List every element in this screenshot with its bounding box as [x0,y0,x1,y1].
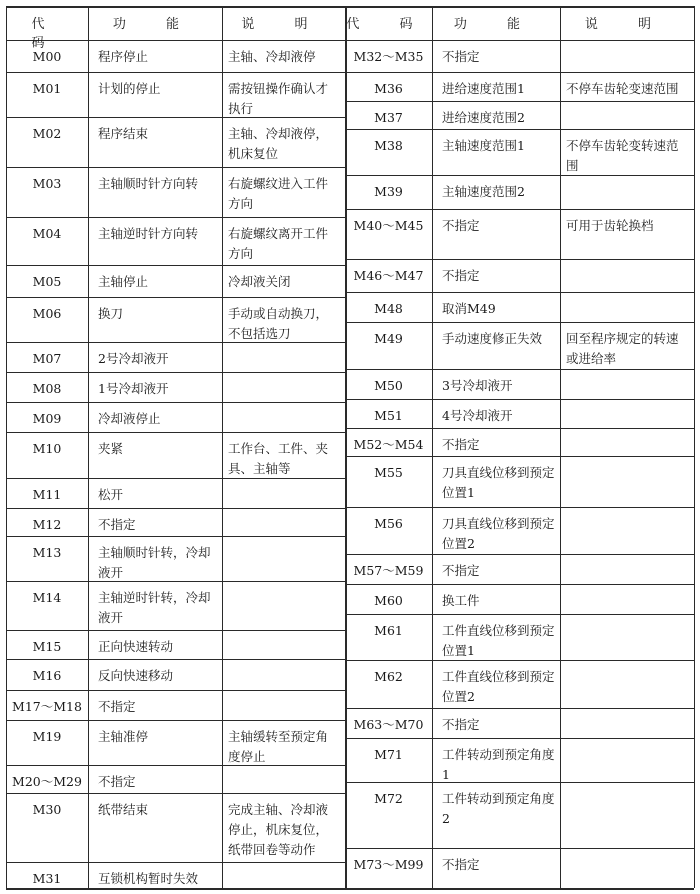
description-cell: 不停车齿轮变速范围 [566,81,679,96]
row-rule [345,782,694,783]
code-cell: M04 [32,226,62,241]
code-cell: M12 [32,517,62,532]
row-rule [6,72,345,73]
function-cell: 1号冷却液开 [98,381,169,396]
code-cell: M36 [374,81,403,96]
row-rule [6,581,345,582]
row-rule [345,738,694,739]
function-cell: 不指定 [98,517,136,532]
row-rule [345,399,694,400]
description-cell: 工作台、工件、夹具、主轴等 [228,441,329,476]
code-cell: M49 [374,331,403,346]
row-rule [6,297,345,298]
row-rule [6,342,345,343]
code-cell: M46～M47 [353,268,424,283]
code-cell: M56 [374,516,403,531]
code-cell: M37 [374,110,403,125]
code-cell: M51 [374,408,403,423]
row-rule [345,175,694,176]
description-cell: 不停车齿轮变转速范围 [566,138,679,173]
row-rule [345,72,694,73]
function-cell: 换工件 [442,593,480,608]
function-cell: 工件直线位移到预定位置2 [442,669,555,704]
row-rule [345,848,694,849]
function-cell: 主轴顺时针转，冷却液开 [98,545,211,580]
function-cell: 不指定 [442,563,480,578]
row-rule [6,536,345,537]
row-rule [6,217,345,218]
row-rule [345,101,694,102]
code-cell: M01 [32,81,62,96]
code-cell: M55 [374,465,403,480]
row-rule [345,614,694,615]
function-cell: 不指定 [442,717,480,732]
code-cell: M63～M70 [353,717,424,732]
code-cell: M13 [32,545,62,560]
function-cell: 夹紧 [98,441,124,456]
row-rule [6,40,694,41]
code-cell: M48 [374,301,403,316]
row-rule [345,428,694,429]
row-rule [6,659,345,660]
description-cell: 主轴、冷却液停，机床复位 [228,126,329,161]
row-rule [6,862,345,863]
function-cell: 正向快速转动 [98,639,174,654]
function-cell: 不指定 [442,268,480,283]
function-cell: 手动速度修正失效 [442,331,543,346]
code-cell: M09 [32,411,62,426]
code-cell: M62 [374,669,403,684]
description-cell: 需按钮操作确认才执行 [228,81,329,116]
column-rule [694,6,695,888]
row-rule [345,259,694,260]
code-cell: M02 [32,126,62,141]
code-cell: M61 [374,623,403,638]
function-cell: 主轴逆时针转，冷却液开 [98,590,211,625]
function-cell: 反向快速移动 [98,668,174,683]
row-rule [6,720,345,721]
code-cell: M72 [374,791,403,806]
function-cell: 主轴速度范围2 [442,184,525,199]
column-header: 功 能 [112,17,198,32]
code-cell: M11 [32,487,62,502]
function-cell: 取消M49 [442,301,496,316]
function-cell: 工件直线位移到预定位置1 [442,623,555,658]
row-rule [345,322,694,323]
description-cell: 冷却液关闭 [228,274,291,289]
function-cell: 不指定 [442,218,480,233]
function-cell: 程序结束 [98,126,149,141]
function-cell: 2号冷却液开 [98,351,169,366]
code-cell: M40～M45 [353,218,424,233]
row-rule [345,660,694,661]
function-cell: 互锁机构暂时失效 [98,871,199,886]
code-cell: M38 [374,138,403,153]
code-cell: M52～M54 [353,437,424,452]
row-rule [345,456,694,457]
description-cell: 手动或自动换刀，不包括选刀 [228,306,329,341]
row-rule [345,708,694,709]
row-rule [345,369,694,370]
function-cell: 换刀 [98,306,124,321]
function-cell: 3号冷却液开 [442,378,513,393]
row-rule [6,265,345,266]
code-cell: M20～M29 [12,774,82,789]
function-cell: 4号冷却液开 [442,408,513,423]
row-rule [345,209,694,210]
code-cell: M30 [32,802,62,817]
function-cell: 不指定 [98,774,136,789]
function-cell: 刀具直线位移到预定位置1 [442,465,555,500]
row-rule [6,432,345,433]
code-cell: M10 [32,441,62,456]
code-cell: M03 [32,176,62,191]
column-header: 说 明 [584,17,670,32]
function-cell: 冷却液停止 [98,411,161,426]
row-rule [6,478,345,479]
description-cell: 主轴缓转至预定角度停止 [228,729,329,764]
function-cell: 进给速度范围2 [442,110,525,125]
row-rule [6,402,345,403]
row-rule [6,167,345,168]
column-header: 代 码 [31,17,63,51]
row-rule [6,508,345,509]
row-rule [345,554,694,555]
code-cell: M06 [32,306,62,321]
function-cell: 不指定 [442,49,480,64]
code-cell: M08 [32,381,62,396]
code-cell: M17～M18 [12,699,82,714]
code-cell: M60 [374,593,403,608]
function-cell: 主轴准停 [98,729,149,744]
row-rule [6,888,694,890]
code-cell: M31 [32,871,62,886]
function-cell: 主轴逆时针方向转 [98,226,199,241]
column-header: 代 码 [346,17,431,32]
row-rule [6,6,694,8]
function-cell: 不指定 [98,699,136,714]
code-cell: M32～M35 [353,49,424,64]
code-cell: M16 [32,668,62,683]
row-rule [6,690,345,691]
function-cell: 纸带结束 [98,802,149,817]
row-rule [345,507,694,508]
code-cell: M05 [32,274,62,289]
code-cell: M00 [32,49,62,64]
description-cell: 右旋螺纹离开工件方向 [228,226,329,261]
function-cell: 主轴顺时针方向转 [98,176,199,191]
column-header: 说 明 [241,17,326,32]
row-rule [6,793,345,794]
code-cell: M71 [374,747,403,762]
description-cell: 完成主轴、冷却液停止，机床复位，纸带回卷等动作 [228,802,329,857]
description-cell: 主轴、冷却液停 [228,49,316,64]
code-cell: M57～M59 [353,563,424,578]
function-cell: 主轴停止 [98,274,149,289]
code-cell: M14 [32,590,62,605]
code-cell: M39 [374,184,403,199]
description-cell: 右旋螺纹进入工件方向 [228,176,329,211]
row-rule [345,584,694,585]
row-rule [6,765,345,766]
row-rule [345,129,694,130]
code-cell: M15 [32,639,62,654]
code-cell: M19 [32,729,62,744]
code-cell: M73～M99 [353,857,424,872]
code-cell: M07 [32,351,62,366]
function-cell: 刀具直线位移到预定位置2 [442,516,555,551]
function-cell: 计划的停止 [98,81,161,96]
function-cell: 松开 [98,487,124,502]
function-cell: 程序停止 [98,49,149,64]
column-header: 功 能 [453,17,539,32]
function-cell: 主轴速度范围1 [442,138,525,153]
description-cell: 回至程序规定的转速或进给率 [566,331,679,366]
row-rule [6,117,345,118]
row-rule [345,292,694,293]
code-cell: M50 [374,378,403,393]
function-cell: 不指定 [442,437,480,452]
row-rule [6,372,345,373]
function-cell: 进给速度范围1 [442,81,525,96]
function-cell: 不指定 [442,857,480,872]
function-cell: 工件转动到预定角度2 [442,791,555,826]
row-rule [6,630,345,631]
description-cell: 可用于齿轮换档 [566,218,654,233]
function-cell: 工件转动到预定角度1 [442,747,555,782]
